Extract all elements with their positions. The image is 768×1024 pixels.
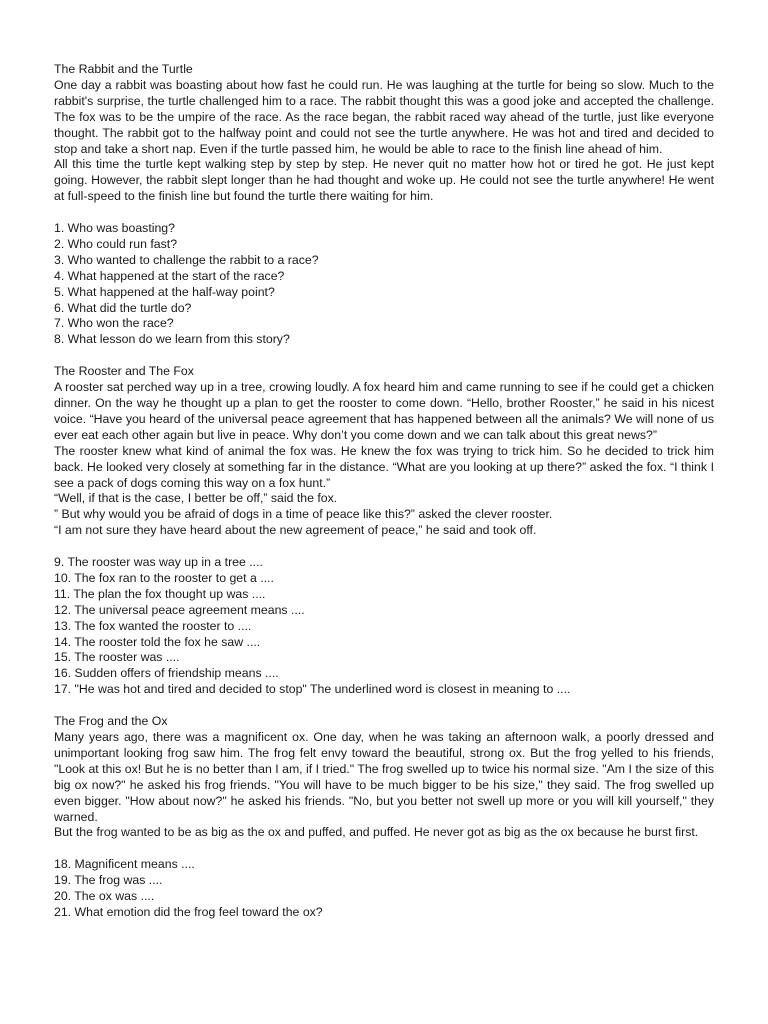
story-frog-and-ox (54, 714, 714, 921)
story-paragraph: ” But why would you be afraid of dogs in a time of peace like this?” asked the clever rooster. (54, 507, 553, 522)
spacer (54, 539, 714, 555)
question-list (54, 857, 714, 921)
story-paragraph: Many years ago, there was a magnificent ox. One day, when he was taking an afternoon walk, a poorly dressed and unimportant looking frog saw him. The frog felt envy toward the beautiful, strong ox. But the frog yelled to his friends, "Look at this ox! But he is no better than I am, if I tried." The frog swelled up to twice his normal size. "Am I the size of this big ox now?" he asked his frog friends. "You will have to be much bigger to be his size," they said. The frog swelled up even bigger. "How about now?" he asked his friends. "No, but you better not swell up more or you will kill yourself," they warned. (54, 730, 714, 824)
story-paragraph: The rooster knew what kind of animal the fox was. He knew the fox was trying to trick him. So he decided to trick him back. He looked very closely at something far in the distance. “What are you looking at up there?” asked the fox. “I think I see a pack of dogs coming this way on a fox hunt.” (54, 443, 714, 490)
question-item: 16. Sudden offers of friendship means .... (54, 666, 279, 681)
question-list (54, 221, 714, 348)
spacer (54, 698, 714, 714)
story-paragraph: A rooster sat perched way up in a tree, crowing loudly. A fox heard him and came running to see if he could get a chicken dinner. On the way he thought up a plan to get the rooster to come down. “Hello, brother Rooster,” he said in his nicest voice. “Have you heard of the universal peace agreement that has happened between all the animals? We will none of us ever eat each other again but live in peace. Why don’t you come down and we can talk about this great news?” (54, 380, 714, 442)
question-item: 5. What happened at the half-way point? (54, 284, 275, 299)
story-paragraph: One day a rabbit was boasting about how fast he could run. He was laughing at the turtle for being so slow. Much to the rabbit's surprise, the turtle challenged him to a race. The rabbit thought this was a good joke and accepted the challenge. The fox was to be the umpire of the race. As the race began, the rabbit raced way ahead of the turtle, just like everyone thought. The rabbit got to the halfway point and could not see the turtle anywhere. He was hot and tired and decided to stop and take a short nap. Even if the turtle passed him, he would be able to race to the finish line ahead of him. (54, 77, 714, 156)
question-item: 2. Who could run fast? (54, 236, 178, 251)
question-item: 21. What emotion did the frog feel toward the ox? (54, 904, 323, 919)
question-item: 15. The rooster was .... (54, 650, 180, 665)
story-title: The Frog and the Ox (54, 714, 168, 729)
story-paragraph: But the frog wanted to be as big as the ox and puffed, and puffed. He never got as big as the ox because he burst first. (54, 825, 699, 840)
question-item: 6. What did the turtle do? (54, 300, 192, 315)
question-item: 13. The fox wanted the rooster to .... (54, 618, 252, 633)
question-item: 4. What happened at the start of the race? (54, 268, 285, 283)
question-item: 14. The rooster told the fox he saw .... (54, 634, 261, 649)
question-item: 1. Who was boasting? (54, 221, 175, 236)
question-item: 3. Who wanted to challenge the rabbit to a race? (54, 252, 319, 267)
story-title: The Rabbit and the Turtle (54, 62, 193, 76)
question-item: 9. The rooster was way up in a tree .... (54, 555, 263, 570)
story-rabbit-and-turtle (54, 62, 714, 348)
question-item: 7. Who won the race? (54, 316, 174, 331)
story-rooster-and-fox (54, 364, 714, 698)
question-item: 8. What lesson do we learn from this story? (54, 332, 290, 347)
question-item: 12. The universal peace agreement means .... (54, 602, 305, 617)
question-item: 10. The fox ran to the rooster to get a .... (54, 570, 274, 585)
question-item: 19. The frog was .... (54, 873, 163, 888)
question-list (54, 555, 714, 698)
question-item: 20. The ox was .... (54, 889, 155, 904)
story-paragraph: “Well, if that is the case, I better be off,” said the fox. (54, 491, 338, 506)
question-item: 18. Magnificent means .... (54, 857, 195, 872)
question-item: 17. "He was hot and tired and decided to stop" The underlined word is closest in meaning to .... (54, 682, 571, 697)
worksheet-page (54, 62, 714, 921)
spacer (54, 348, 714, 364)
story-paragraph: All this time the turtle kept walking step by step by step. He never quit no matter how hot or tired he got. He just kept going. However, the rabbit slept longer than he had thought and woke up. He could not see the turtle anywhere! He went at full-speed to the finish line but found the turtle there waiting for him. (54, 157, 714, 204)
spacer (54, 841, 714, 857)
story-paragraph: “I am not sure they have heard about the new agreement of peace,” he said and took off. (54, 523, 537, 538)
story-title: The Rooster and The Fox (54, 364, 194, 379)
spacer (54, 205, 714, 221)
question-item: 11. The plan the fox thought up was .... (54, 586, 266, 601)
